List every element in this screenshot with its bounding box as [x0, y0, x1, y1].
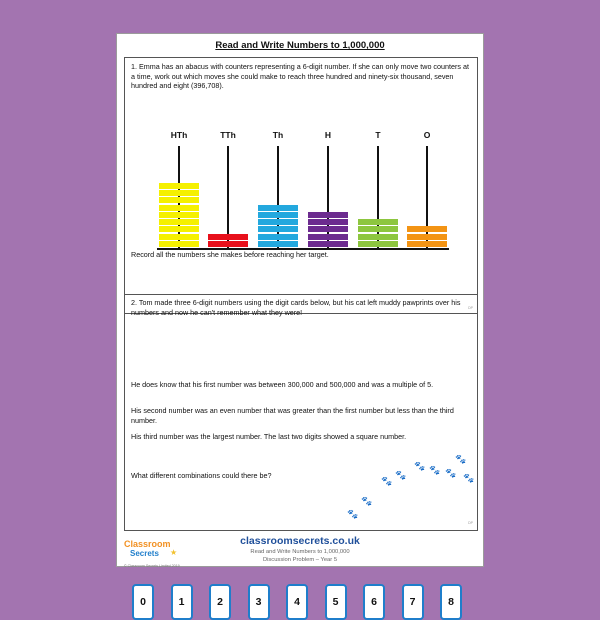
digit-card[interactable]: 4: [286, 584, 308, 620]
abacus-rod: [227, 146, 229, 248]
abacus-counter[interactable]: [308, 226, 348, 232]
paw-print-icon: 🐾: [463, 473, 475, 483]
abacus-rod: [327, 146, 329, 248]
abacus-rod: [277, 146, 279, 248]
paw-print-icon: 🐾: [455, 454, 467, 464]
abacus-column-label: T: [375, 130, 381, 140]
abacus-counter[interactable]: [308, 241, 348, 247]
abacus-column-label: HTh: [170, 130, 188, 140]
abacus-rod: [426, 146, 428, 248]
digit-card[interactable]: 2: [209, 584, 231, 620]
abacus-counter[interactable]: [258, 234, 298, 240]
abacus-counter[interactable]: [208, 234, 248, 240]
footer: [117, 534, 483, 568]
digit-card[interactable]: 1: [171, 584, 193, 620]
digit-card[interactable]: 3: [248, 584, 270, 620]
paw-print-icon: 🐾: [429, 465, 441, 475]
question-1-text: 1. Emma has an abacus with counters representing a 6-digit number. If she can only move two counters at a time, work out which moves she could make to reach three hundred and ninety-six thousand, seven hundred and eight (396,708).: [131, 62, 469, 91]
logo-star-icon: ★: [170, 548, 178, 557]
abacus-rod: [377, 146, 379, 248]
paw-print-icon: 🐾: [445, 468, 457, 478]
abacus-counter[interactable]: [258, 241, 298, 247]
abacus-counter[interactable]: [208, 241, 248, 247]
abacus-counter[interactable]: [407, 241, 447, 247]
digit-card[interactable]: 6: [363, 584, 385, 620]
paw-print-icon: 🐾: [361, 496, 373, 506]
worksheet-title: Read and Write Numbers to 1,000,000: [215, 40, 385, 51]
abacus-column-label: TTh: [220, 130, 236, 140]
abacus-counter[interactable]: [358, 219, 398, 225]
abacus-counter[interactable]: [358, 234, 398, 240]
abacus-counter[interactable]: [258, 205, 298, 211]
question-2-clue-2: His second number was an even number that was greater than the first number but less than the third number.: [131, 406, 454, 425]
digit-card[interactable]: 8: [440, 584, 462, 620]
abacus-counter[interactable]: [159, 190, 199, 196]
paw-print-icon: 🐾: [347, 509, 359, 519]
question-2-text: 2. Tom made three 6-digit numbers using the digit cards below, but his cat left muddy pawprints over his numbers and now he can't remember what they were!: [131, 298, 461, 317]
paw-print-icon: 🐾: [381, 476, 393, 486]
question-1-panel: [124, 57, 478, 314]
logo-word-classroom: Classroom: [124, 539, 171, 549]
paw-print-icon: 🐾: [414, 461, 426, 471]
abacus: [125, 58, 477, 218]
abacus-counter[interactable]: [258, 226, 298, 232]
digit-card[interactable]: 5: [325, 584, 347, 620]
abacus-counter[interactable]: [159, 197, 199, 203]
abacus-counter[interactable]: [159, 226, 199, 232]
digit-card[interactable]: 0: [132, 584, 154, 620]
question-1-record-prompt: Record all the numbers she makes before reaching her target.: [131, 250, 329, 259]
copyright: © Classroom Secrets Limited 2019: [124, 564, 180, 568]
site-url[interactable]: classroomsecrets.co.uk: [240, 535, 360, 547]
abacus-counter[interactable]: [159, 219, 199, 225]
question-2-clue-1: He does know that his first number was between 300,000 and 500,000 and was a multiple of 5.: [131, 380, 434, 389]
abacus-counter[interactable]: [308, 212, 348, 218]
footer-subtitle-1: Read and Write Numbers to 1,000,000: [250, 549, 350, 555]
question-1-code: DP: [468, 306, 473, 310]
abacus-column-label: H: [324, 130, 332, 140]
abacus-counter[interactable]: [159, 205, 199, 211]
abacus-counter[interactable]: [258, 212, 298, 218]
abacus-counter[interactable]: [159, 241, 199, 247]
abacus-counter[interactable]: [358, 226, 398, 232]
abacus-counter[interactable]: [258, 219, 298, 225]
abacus-counter[interactable]: [407, 226, 447, 232]
abacus-counter[interactable]: [358, 241, 398, 247]
abacus-counter[interactable]: [159, 183, 199, 189]
question-2-code: DP: [468, 521, 473, 525]
abacus-counter[interactable]: [308, 219, 348, 225]
abacus-column-label: O: [423, 130, 431, 140]
question-2-clue-3: His third number was the largest number. The last two digits showed a square number.: [131, 432, 407, 441]
abacus-column-label: Th: [272, 130, 284, 140]
digit-card[interactable]: 7: [402, 584, 424, 620]
question-2-question: What different combinations could there be?: [131, 471, 272, 480]
abacus-counter[interactable]: [308, 234, 348, 240]
footer-subtitle-2: Discussion Problem – Year 5: [262, 557, 338, 563]
worksheet: [116, 33, 484, 608]
abacus-counter[interactable]: [407, 234, 447, 240]
paw-print-icon: 🐾: [395, 470, 407, 480]
abacus-counter[interactable]: [159, 234, 199, 240]
logo-word-secrets: Secrets: [130, 549, 159, 558]
abacus-counter[interactable]: [159, 212, 199, 218]
